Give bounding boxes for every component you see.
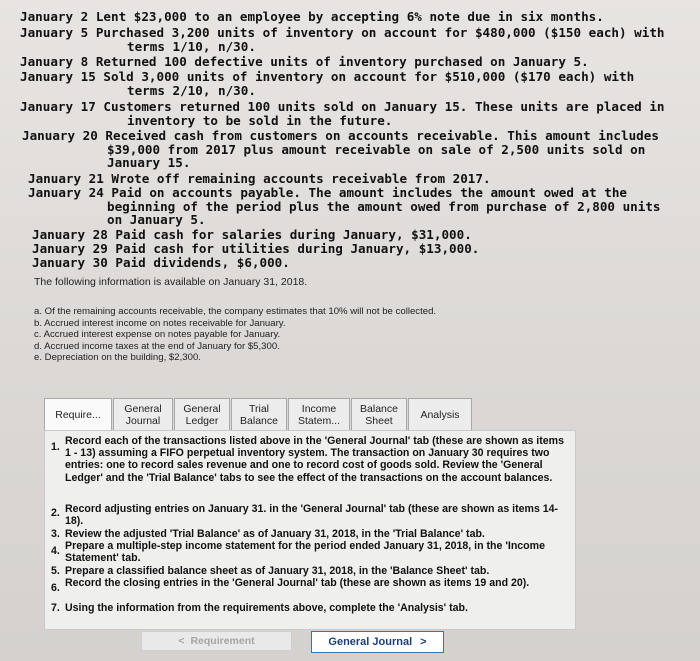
transaction-entry <box>32 228 472 242</box>
requirement-number: 4. <box>51 545 60 557</box>
tab-analysis[interactable] <box>408 398 472 432</box>
transaction-text: Paid cash for salaries during January, $31,000. <box>115 227 472 242</box>
tab-requirements[interactable] <box>44 398 112 432</box>
transaction-date: January 20 <box>22 128 98 143</box>
requirement-number: 2. <box>51 507 60 519</box>
tab-income-statement[interactable] <box>288 398 350 432</box>
info-item: e. Depreciation on the building, $2,300. <box>34 352 201 364</box>
tab-balance-sheet[interactable] <box>351 398 407 432</box>
info-title: The following information is available on January 31, 2018. <box>34 276 308 288</box>
transaction-text: Paid dividends, $6,000. <box>115 255 290 270</box>
tab-label: Analysis <box>420 409 460 421</box>
info-item: b. Accrued interest income on notes receivable for January. <box>34 317 286 329</box>
transaction-text: Customers returned 100 units sold on January 15. These units are placed in <box>103 99 665 114</box>
requirement-number: 7. <box>51 602 60 614</box>
transaction-entry <box>22 129 659 143</box>
transaction-text: Sold 3,000 units of inventory on account for $510,000 ($170 each) with <box>103 69 635 84</box>
transaction-date: January 2 <box>20 9 89 24</box>
transaction-entry <box>28 172 491 186</box>
transaction-date: January 28 <box>32 227 108 242</box>
requirement-text: Review the adjusted 'Trial Balance' as of January 31, 2018, in the 'Trial Balance' tab. <box>65 528 485 540</box>
transaction-text: Paid on accounts payable. The amount includes the amount owed at the <box>111 185 628 200</box>
transaction-entry <box>32 256 290 270</box>
previous-button-label: Requirement <box>190 635 255 647</box>
transaction-date: January 30 <box>32 255 108 270</box>
transaction-date: January 21 <box>28 171 104 186</box>
requirement-number: 5. <box>51 565 60 577</box>
transaction-entry <box>20 70 634 84</box>
transaction-text-cont: $39,000 from 2017 plus amount receivable on sale of 2,500 units sold on <box>107 142 646 157</box>
tab-label: Ledger <box>185 415 219 427</box>
next-button-label: General Journal <box>328 636 413 648</box>
transaction-date: January 8 <box>20 54 89 69</box>
tab-label: General <box>124 403 162 415</box>
transaction-date: January 15 <box>20 69 96 84</box>
transaction-text: Purchased 3,200 units of inventory on account for $480,000 ($150 each) with <box>95 25 665 40</box>
tab-label: Sheet <box>365 415 393 427</box>
tab-label: Balance <box>240 415 278 427</box>
requirement-text: Prepare a classified balance sheet as of January 31, 2018, in the 'Balance Sheet' tab. <box>65 565 490 577</box>
tab-bar <box>44 398 473 432</box>
transaction-entry <box>20 55 589 69</box>
requirements-panel <box>44 430 576 630</box>
info-list <box>34 306 436 364</box>
requirement-number: 3. <box>51 528 60 540</box>
info-item: d. Accrued income taxes at the end of January for $5,300. <box>34 340 280 352</box>
transaction-text-cont: January 15. <box>107 155 191 170</box>
chevron-right-icon: > <box>420 636 427 648</box>
requirement-text: Using the information from the requirements above, complete the 'Analysis' tab. <box>65 602 468 614</box>
info-item: c. Accrued interest expense on notes payable for January. <box>34 329 281 341</box>
transaction-text: Returned 100 defective units of inventory purchased on January 5. <box>95 54 589 69</box>
transaction-entry <box>20 10 604 24</box>
requirement-text: Record the closing entries in the 'General Journal' tab (these are shown as items 19 and 20). <box>65 577 530 589</box>
tab-general-ledger[interactable] <box>174 398 230 432</box>
transaction-text: Received cash from customers on accounts receivable. This amount includes <box>105 128 659 143</box>
requirement-text: Record each of the transactions listed above in the 'General Journal' tab (these are shown as items 1 - 13) assuming a FIFO perpetual inventory system. The transaction on January 30 requires two entries: one to record sales revenue and one to record cost of goods sold. Review the 'General Ledger' and the 'Trial Balance' tabs to see the effect of the transactions on the account balances. <box>65 435 564 484</box>
transaction-text: Wrote off remaining accounts receivable from 2017. <box>111 171 491 186</box>
requirement-number: 6. <box>51 582 60 594</box>
tab-label: Income <box>301 403 337 415</box>
transaction-date: January 29 <box>32 241 108 256</box>
tab-label: Balance <box>360 403 398 415</box>
transaction-text-cont: terms 2/10, n/30. <box>127 83 256 98</box>
requirement-text: Prepare a multiple-step income statement for the period ended January 31, 2018, in the 'Income Statement' tab. <box>65 540 545 565</box>
transaction-date: January 17 <box>20 99 96 114</box>
tab-general-journal[interactable] <box>113 398 173 432</box>
tab-label: Statem... <box>297 415 340 427</box>
tab-label: Trial <box>248 403 270 415</box>
transaction-entry <box>20 26 665 40</box>
chevron-left-icon: < <box>178 635 185 647</box>
transaction-date: January 24 <box>28 185 104 200</box>
info-item: a. Of the remaining accounts receivable, the company estimates that 10% will not be collected. <box>34 306 437 317</box>
transaction-text: Lent $23,000 to an employee by accepting 6% note due in six months. <box>95 9 604 24</box>
transaction-text: Paid cash for utilities during January, $13,000. <box>115 241 480 256</box>
transaction-date: January 5 <box>20 25 89 40</box>
requirement-text: Record adjusting entries on January 31. in the 'General Journal' tab (these are shown as items 14-18). <box>65 503 559 528</box>
tab-label: General <box>183 403 221 415</box>
transaction-entry <box>32 242 479 256</box>
transaction-entry <box>20 100 665 114</box>
transaction-text-cont: terms 1/10, n/30. <box>127 39 256 54</box>
requirement-number: 1. <box>51 441 60 453</box>
tab-label: Journal <box>125 415 161 427</box>
transaction-text-cont: beginning of the period plus the amount owed from purchase of 2,800 units <box>107 199 661 214</box>
next-general-journal-button[interactable] <box>311 631 444 653</box>
tab-label: Require... <box>55 409 101 421</box>
tab-trial-balance[interactable] <box>231 398 287 432</box>
transaction-text-cont: inventory to be sold in the future. <box>127 113 393 128</box>
previous-requirement-button[interactable] <box>141 631 292 651</box>
transaction-entry <box>28 186 627 200</box>
transaction-text-cont: on January 5. <box>107 212 206 227</box>
